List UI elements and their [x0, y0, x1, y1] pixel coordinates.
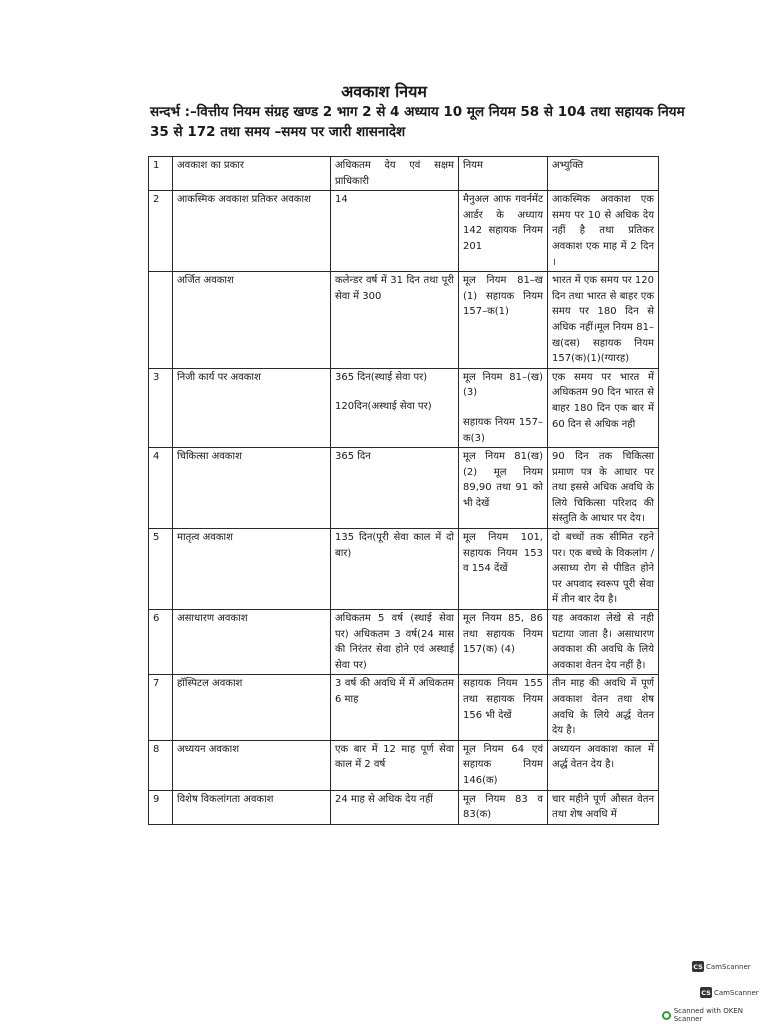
- cell-rule: [459, 610, 548, 675]
- cell-leave-type: चिकित्सा अवकाश: [173, 448, 331, 529]
- cell-sno: 6: [149, 610, 173, 675]
- cell-leave-type: असाधारण अवकाश: [173, 610, 331, 675]
- cell-max-entitlement-line: अधिकतम 5 वर्ष (स्थाई सेवा पर) अधिकतम 3 वर्ष(24 मास की निरंतर सेवा होने एवं अस्थाई सेवा पर): [335, 613, 454, 671]
- cell-max-entitlement: [331, 740, 459, 790]
- camscanner-logo-icon: CS: [693, 962, 703, 971]
- cell-sno: 4: [149, 448, 173, 529]
- cell-rule: [459, 191, 548, 272]
- cell-max-entitlement: [331, 448, 459, 529]
- cell-max-entitlement-line: 120दिन(अस्थाई सेवा पर): [335, 401, 432, 413]
- cell-max-entitlement-line: 3 वर्ष की अवधि में में अधिकतम 6 माह: [335, 678, 454, 705]
- camscanner-logo-icon: CS: [701, 988, 711, 997]
- oken-logo-icon: [662, 1011, 671, 1020]
- table-header-row: [149, 157, 659, 191]
- cell-leave-type: अध्ययन अवकाश: [173, 740, 331, 790]
- cell-remark: भारत में एक समय पर 120 दिन तथा भारत से बाहर एक समय पर 180 दिन से अधिक नहीं।मूल नियम 81–ख(दस) सहायक नियम 157(क)(1)(ग्यारह): [548, 272, 659, 369]
- cell-max-entitlement: [331, 610, 459, 675]
- cell-leave-type: हॉस्पिटल अवकाश: [173, 675, 331, 740]
- cell-max-entitlement-line: 135 दिन(पूरी सेवा काल में दो बार): [335, 532, 454, 559]
- table-row: [149, 272, 659, 369]
- cell-remark: दो बच्चों तक सीमित रहने पर। एक बच्चे के विकलांग /असाध्य रोग से पीडित होने पर अपवाद स्वरूप पूरी सेवा में तीन बार देय है।: [548, 529, 659, 610]
- cell-rule-line: मूल नियम 85, 86 तथा सहायक नियम 157(क) (4): [463, 613, 543, 656]
- document-title: अवकाश नियम: [341, 82, 427, 101]
- cell-remark: एक समय पर भारत में अधिकतम 90 दिन भारत से बाहर 180 दिन एक बार में 60 दिन से अधिक नही: [548, 368, 659, 447]
- table-row: [149, 740, 659, 790]
- cell-remark: तीन माह की अवधि में पूर्ण अवकाश वेतन तथा शेष अवधि के लिये अर्द्ध वेतन देय है।: [548, 675, 659, 740]
- camscanner-watermark-1: CS CamScanner: [693, 962, 751, 971]
- cell-max-entitlement-line: एक बार में 12 माह पूर्ण सेवा काल में 2 वर्ष: [335, 743, 454, 771]
- cell-rule-line: मैनुअल आफ गवर्नमेंट आर्डर के अध्याय 142 सहायक नियम 201: [463, 194, 543, 252]
- cell-remark: यह अवकाश लेखे से नही घटाया जाता है। असाधारण अवकाश की अवधि के लिये अवकाश वेतन देय नहीं है।: [548, 610, 659, 675]
- reference-text: सन्दर्भ :–वित्तीय नियम संग्रह खण्ड 2 भाग 2 से 4 अध्याय 10 मूल नियम 58 से 104 तथा सहायक नियम 35 से 172 तथा समय –समय पर जारी शासनादेश: [150, 104, 685, 140]
- table-row: [149, 448, 659, 529]
- cell-leave-type: विशेष विकलांगता अवकाश: [173, 790, 331, 824]
- leave-rules-table: [148, 156, 659, 825]
- cell-rule-line: मूल नियम 64 एवं सहायक नियम 146(क): [463, 743, 543, 786]
- header-cell-sno: 1: [149, 157, 173, 191]
- cell-leave-type: अर्जित अवकाश: [173, 272, 331, 369]
- table-row: [149, 610, 659, 675]
- cell-sno: 8: [149, 740, 173, 790]
- cell-leave-type: मातृत्व अवकाश: [173, 529, 331, 610]
- header-cell-max: अधिकतम देय एवं सक्षम प्राधिकारी: [331, 157, 459, 191]
- cell-rule: [459, 790, 548, 824]
- cell-rule: [459, 529, 548, 610]
- cell-max-entitlement: [331, 368, 459, 447]
- cell-sno: 3: [149, 368, 173, 447]
- table-row: [149, 529, 659, 610]
- cell-max-entitlement-line: 24 माह से अधिक देय नहीं: [335, 793, 433, 805]
- cell-sno: 5: [149, 529, 173, 610]
- cell-rule-line: मूल नियम 83 व 83(क): [463, 793, 543, 821]
- cell-rule: [459, 675, 548, 740]
- cell-rule-line: मूल नियम 81(ख)(2) मूल नियम 89,90 तथा 91 को भी देखें: [463, 451, 543, 509]
- cell-remark: अध्ययन अवकाश काल में अर्द्ध वेतन देय है।: [548, 740, 659, 790]
- header-cell-type: अवकाश का प्रकार: [173, 157, 331, 191]
- cell-rule-line: मूल नियम 81–ख (1) सहायक नियम 157–क(1): [463, 275, 543, 318]
- oken-watermark: Scanned with OKEN Scanner: [662, 1007, 768, 1023]
- table-row: [149, 191, 659, 272]
- cell-sno: [149, 272, 173, 369]
- cell-max-entitlement: [331, 675, 459, 740]
- table-row: [149, 368, 659, 447]
- header-cell-rule: नियम: [459, 157, 548, 191]
- cell-rule: [459, 272, 548, 369]
- cell-max-entitlement-line: 14: [335, 194, 348, 206]
- cell-rule-line: सहायक नियम 157–क(3): [463, 416, 543, 444]
- cell-remark: 90 दिन तक चिकित्सा प्रमाण पत्र के आधार पर तथा इससे अधिक अवधि के लिये चिकित्सा परिशद की संस्तुति के आधार पर देय।: [548, 448, 659, 529]
- cell-max-entitlement-line: कलेन्डर वर्ष में 31 दिन तथा पूरी सेवा में 300: [335, 275, 454, 302]
- table-row: [149, 675, 659, 740]
- cell-rule: [459, 448, 548, 529]
- cell-rule: [459, 368, 548, 447]
- cell-sno: 2: [149, 191, 173, 272]
- cell-leave-type: निजी कार्य पर अवकाश: [173, 368, 331, 447]
- cell-rule-line: मूल नियम 101, सहायक नियम 153 व 154 देंखें: [463, 532, 543, 575]
- cell-max-entitlement-line: 365 दिन(स्थाई सेवा पर): [335, 371, 428, 383]
- cell-rule-line: मूल नियम 81–(ख)(3): [463, 371, 543, 399]
- cell-max-entitlement: [331, 529, 459, 610]
- cell-remark: आकस्मिक अवकाश एक समय पर 10 से अधिक देय नहीं है तथा प्रतिकर अवकाश एक माह में 2 दिन ।: [548, 191, 659, 272]
- cell-remark: चार महीने पूर्ण औसत वेतन तथा शेष अवधि में: [548, 790, 659, 824]
- cell-sno: 7: [149, 675, 173, 740]
- cell-max-entitlement: [331, 272, 459, 369]
- header-cell-remark: अभ्युक्ति: [548, 157, 659, 191]
- table-row: [149, 790, 659, 824]
- camscanner-watermark-2: CS CamScanner: [701, 988, 759, 997]
- cell-max-entitlement: [331, 191, 459, 272]
- cell-sno: 9: [149, 790, 173, 824]
- cell-rule: [459, 740, 548, 790]
- cell-leave-type: आकस्मिक अवकाश प्रतिकर अवकाश: [173, 191, 331, 272]
- cell-max-entitlement: [331, 790, 459, 824]
- cell-max-entitlement-line: 365 दिन: [335, 451, 371, 463]
- cell-rule-line: सहायक नियम 155 तथा सहायक नियम 156 भी देखें: [463, 678, 543, 721]
